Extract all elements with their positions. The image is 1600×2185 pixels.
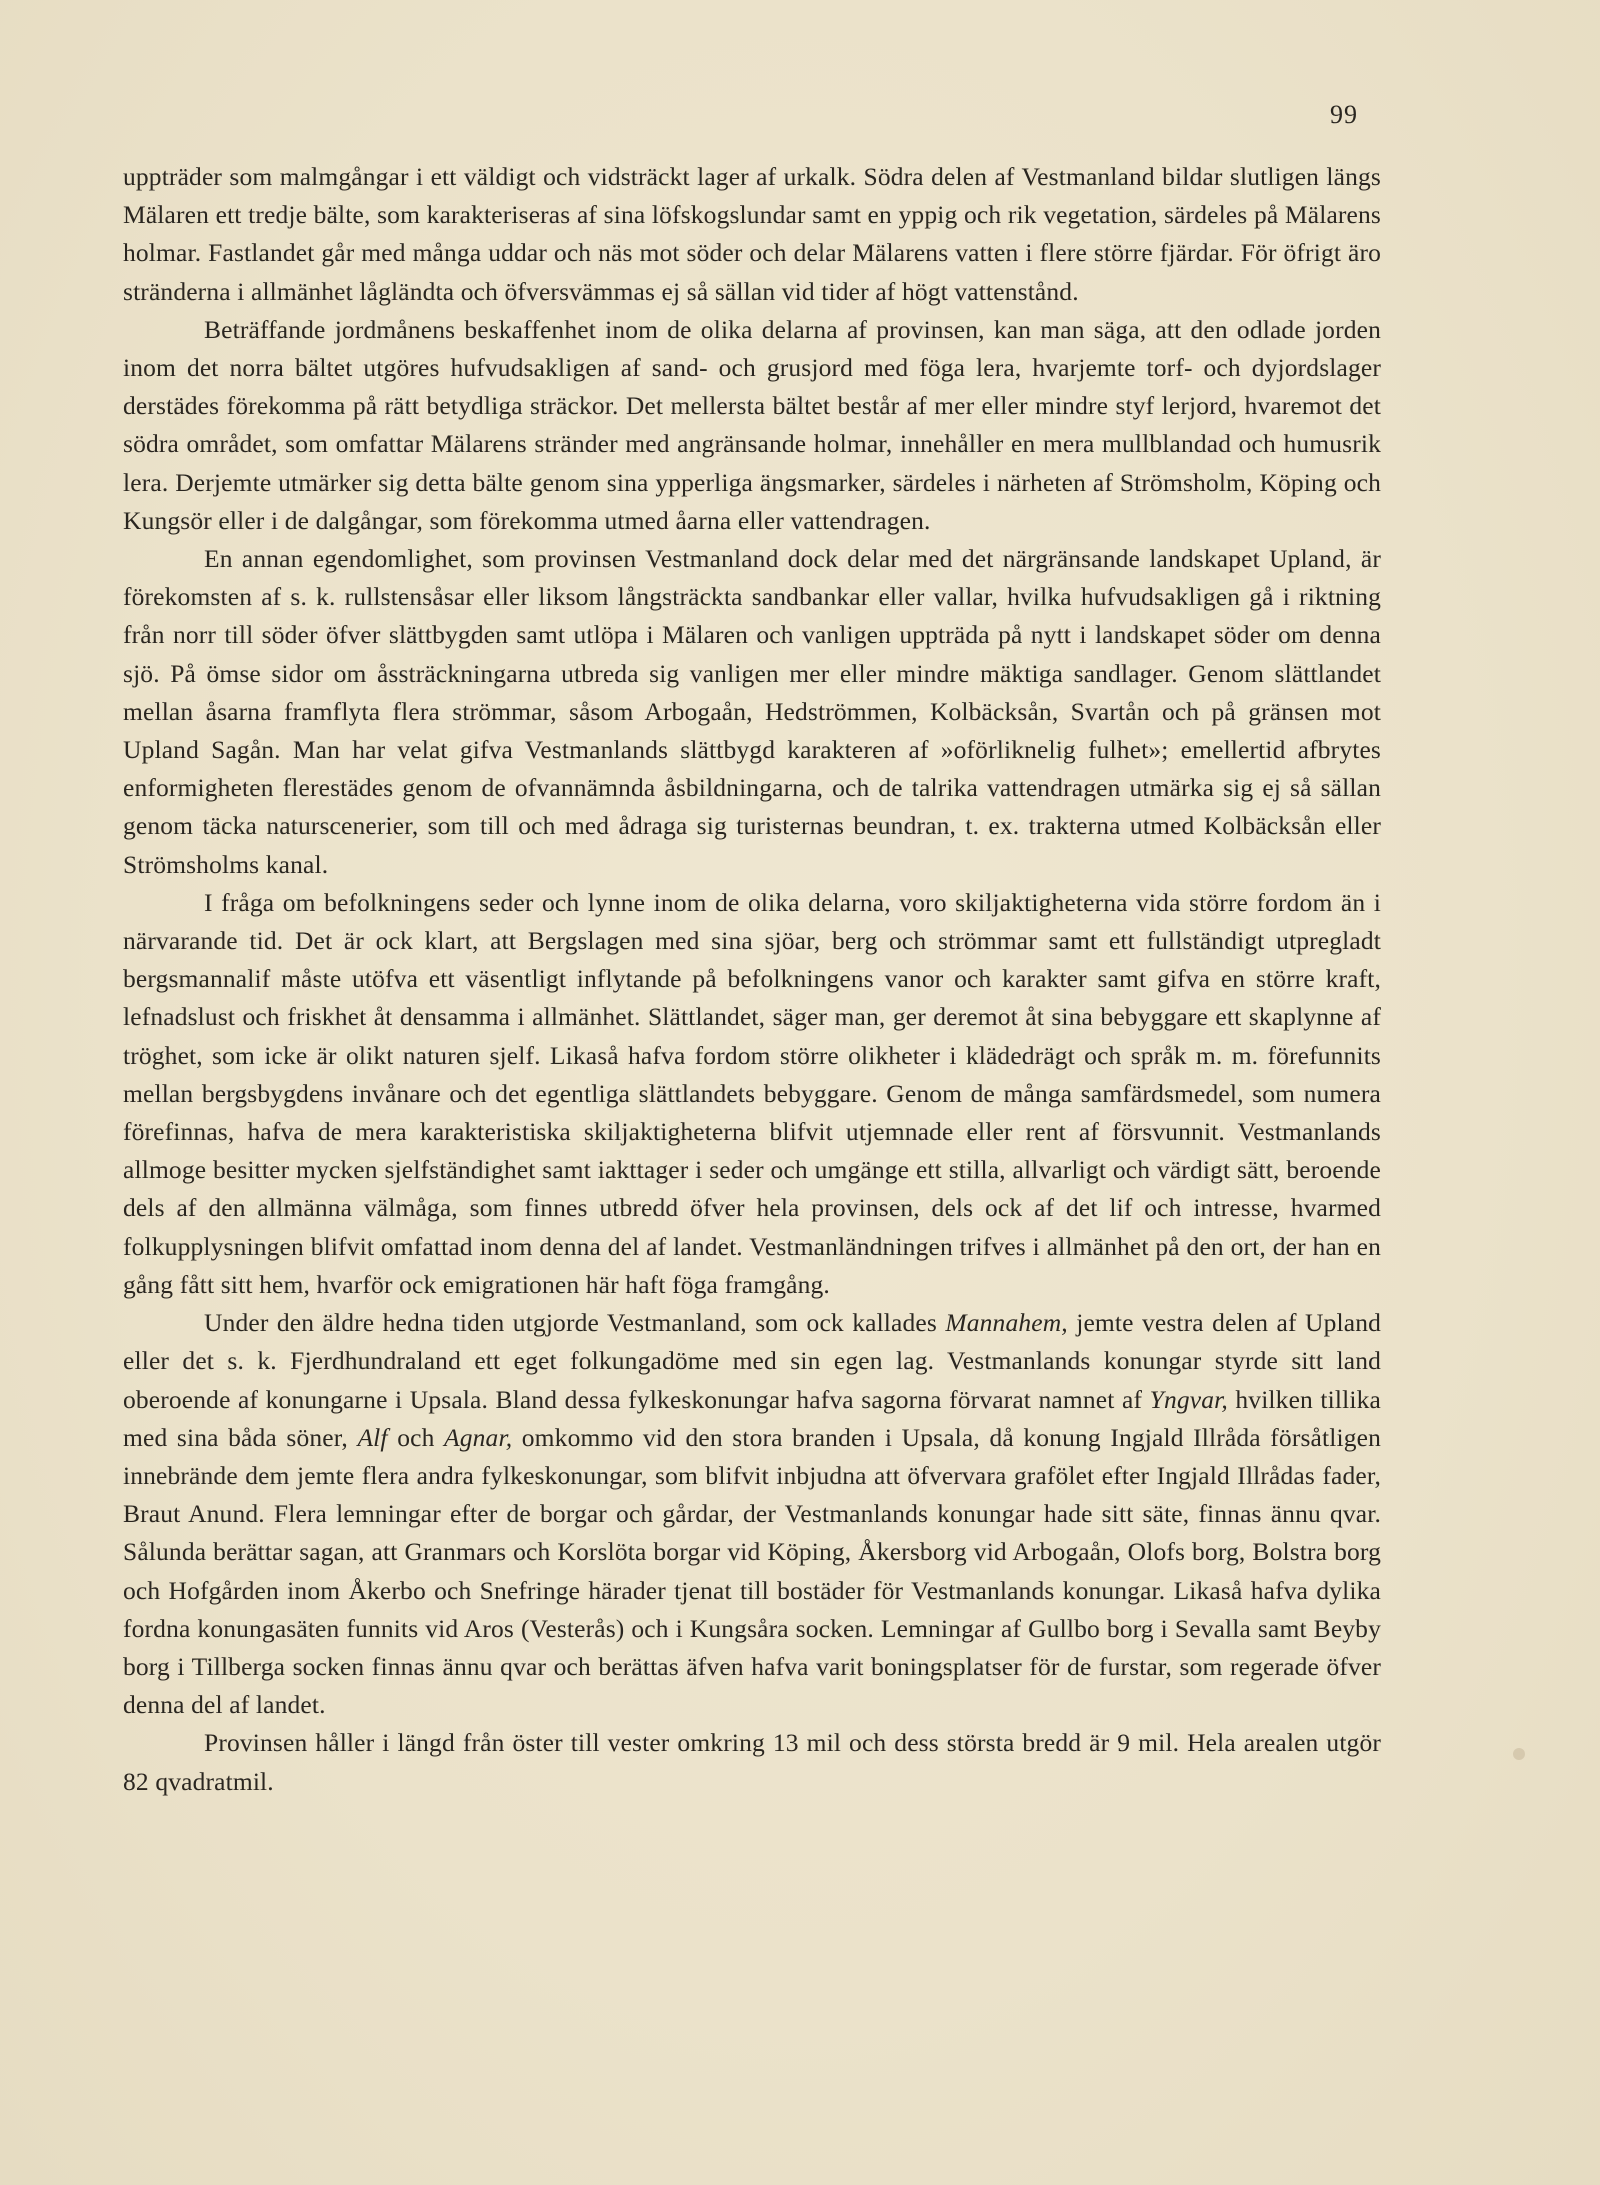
paragraph-5-text: jemte vestra delen af Upland eller det s. k. Fjerdhundraland ett eget folkungadöme med sin egen lag. Vestmanlands konungar styrde sitt land oberoende af konungarne i Upsala. Bland dessa fylkeskonungar hafva sagorna förvarat namnet af	[123, 1308, 1382, 1414]
paragraph-5-text: hvilken tillika med sina båda söner,	[123, 1384, 1381, 1452]
paragraph-4: I fråga om befolkningens seder och lynne inom de olika delarna, voro skiljaktigheterna vida större fordom än i närvarande tid. Det är ock klart, att Bergslagen med sina sjöar, berg och strömmar samt ett fullständigt utpregladt bergsmannalif måste utöfva ett väsentligt inflytande på befolkningens vanor och karakter samt gifva en större kraft, lefnadslust och friskhet åt densamma i allmänhet. Slättlandet, säger man, ger deremot åt sina bebyggare ett skaplynne af tröghet, som icke är olikt naturen sjelf. Likaså hafva fordom större olikheter i klädedrägt och språk m. m. förefunnits mellan bergsbygdens invånare och det egentliga slättlandets bebyggare. Genom de många samfärdsmedel, som numera förefinnas, hafva de mera karakteristiska skiljaktigheterna blifvit utjemnade eller rent af försvunnit. Vestmanlands allmoge besitter mycken sjelfständighet samt iakttager i seder och umgänge ett stilla, allvarligt och värdigt sätt, beroende dels af den allmänna välmåga, som finnes utbredd öfver hela provinsen, dels ock af det lif och intresse, hvarmed folkupplysningen blifvit omfattad inom denna del af landet. Vestmanländningen trifves i allmänhet på den ort, der han en gång fått sitt hem, hvarför ock emigrationen här haft föga framgång.	[123, 887, 1381, 1299]
paragraph-1: uppträder som malmgångar i ett väldigt och vidsträckt lager af urkalk. Södra delen af Vestmanland bildar slutligen längs Mälaren ett tredje bälte, som karakteriseras af sina löfskogslundar samt en yppig och rik vegetation, särdeles på Mälarens holmar. Fastlandet går med många uddar och näs mot söder och delar Mälarens vatten i flere större fjärdar. För öfrigt äro stränderna i allmänhet lågländta och öfversvämmas ej så sällan vid tider af högt vattenstånd.	[123, 162, 1381, 306]
page-number: 99	[1330, 100, 1358, 129]
paper-spot	[1513, 1748, 1525, 1760]
paragraph-5-text: Under den äldre hedna tiden utgjorde Vestmanland, som ock kallades	[204, 1308, 946, 1338]
paragraph-6: Provinsen håller i längd från öster till vester omkring 13 mil och dess största bredd är 9 mil. Hela arealen utgör 82 qvadratmil.	[123, 1728, 1381, 1796]
paragraph-5-text: omkommo vid den stora branden i Upsala, då konung Ingjald Illråda försåtligen innebrände dem jemte flera andra fylkeskonungar, som blifvit inbjudna att öfvervara grafölet efter Ingjald Illrådas fader, Braut Anund. Flera lemningar efter de borgar och gårdar, der Vestmanlands konungar hade sitt säte, finnas ännu qvar. Sålunda berättar sagan, att Granmars och Korslöta borgar vid Köping, Åkersborg vid Arbogaån, Olofs borg, Bolstra borg och Hofgården inom Åkerbo och Snefringe härader tjenat till bostäder för Vestmanlands konungar. Likaså hafva dylika fordna konungasäten funnits vid Aros (Vesterås) och i Kungsåra socken. Lemningar af Gullbo borg i Sevalla samt Beyby borg i Tillberga socken finnas ännu qvar och berättas äfven hafva varit boningsplatser för de furstar, som regerade öfver denna del af landet.	[123, 1422, 1381, 1720]
body-text	[123, 158, 1381, 1801]
paragraph-2: Beträffande jordmånens beskaffenhet inom de olika delarna af provinsen, kan man säga, att den odlade jorden inom det norra bältet utgöres hufvudsakligen af sand- och grusjord med föga lera, hvarjemte torf- och dyjordslager derstädes förekomma på rätt betydliga sträckor. Det mellersta bältet består af mer eller mindre styf lerjord, hvaremot det södra området, som omfattar Mälarens stränder med angränsande holmar, innehåller en mera mullblandad och humusrik lera. Derjemte utmärker sig detta bälte genom sina ypperliga ängsmarker, särdeles i närheten af Strömsholm, Köping och Kungsör eller i de dalgångar, som förekomma utmed åarna eller vattendragen.	[123, 314, 1381, 535]
italic-name-agnar: Agnar,	[444, 1422, 513, 1452]
paragraph-3: En annan egendomlighet, som provinsen Vestmanland dock delar med det närgränsande landskapet Upland, är förekomsten af s. k. rullstensåsar eller liksom långsträckta sandbankar eller vallar, hvilka hufvudsakligen gå i riktning från norr till söder öfver slättbygden samt utlöpa i Mälaren och vanligen uppträda på nytt i landskapet söder om denna sjö. På ömse sidor om åssträckningarna utbreda sig vanligen mer eller mindre mäktiga sandlager. Genom slättlandet mellan åsarna framflyta flera strömmar, såsom Arbogaån, Hedströmmen, Kolbäcksån, Svartån och på gränsen mot Upland Sagån. Man har velat gifva Vestmanlands slättbygd karakteren af »oförliknelig fulhet»; emellertid afbrytes enformigheten flerestädes genom de ofvannämnda åsbildningarna, och de talrika vattendragen utmärka sig ej så sällan genom täcka naturscenerier, som till och med ådraga sig turisternas beundran, t. ex. trakterna utmed Kolbäcksån eller Strömsholms kanal.	[123, 544, 1381, 879]
paragraph-5	[123, 1304, 1381, 1724]
paragraph-5-text: och	[387, 1422, 445, 1452]
italic-name-mannahem: Mannahem,	[945, 1308, 1068, 1338]
italic-name-alf: Alf	[357, 1422, 388, 1452]
italic-name-yngvar: Yngvar,	[1149, 1384, 1228, 1414]
